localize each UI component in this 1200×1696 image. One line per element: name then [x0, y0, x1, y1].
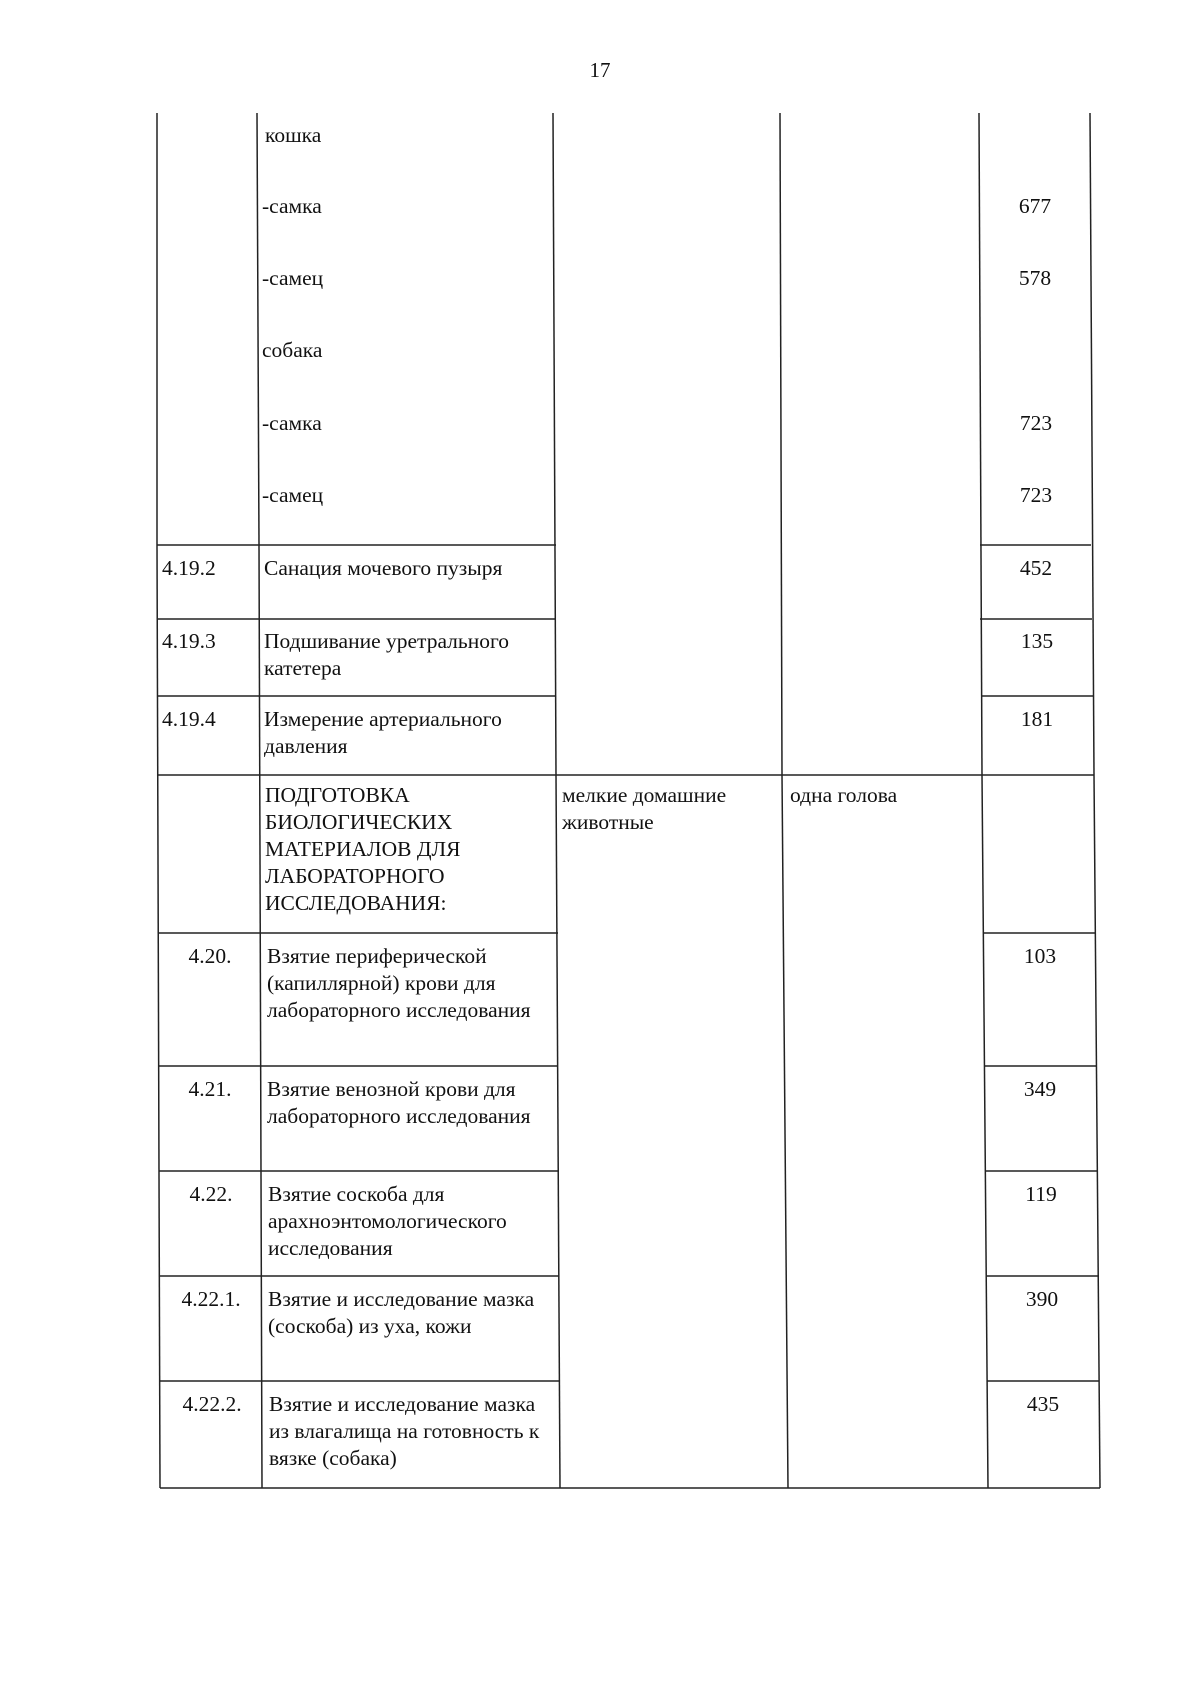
row-code: 4.19.3: [162, 629, 216, 653]
species-label: собака: [262, 338, 323, 362]
sex-label: -самка: [262, 194, 322, 218]
row-name: Подшивание уретрального катетера: [264, 629, 510, 680]
row-name: Измерение артериального давления: [264, 707, 502, 758]
price-value: 103: [1023, 944, 1057, 968]
row-name: Санация мочевого пузыря: [264, 556, 503, 580]
sex-label: -самка: [262, 411, 322, 435]
price-value: 677: [1018, 194, 1052, 218]
price-value: 723: [1019, 411, 1053, 435]
row-name: Взятие и исследование мазка (соскоба) из уха, кожи: [268, 1287, 535, 1338]
price-value: 435: [1026, 1392, 1060, 1416]
row-name: Взятие и исследование мазка из влагалища на готовность к вязке (собака): [269, 1392, 540, 1470]
price-value: 119: [1025, 1182, 1057, 1206]
row-name: Взятие периферической (капиллярной) крови для лабораторного исследования: [267, 944, 531, 1022]
price-value: 390: [1025, 1287, 1059, 1311]
row-code: 4.19.4: [162, 707, 216, 731]
section-title: ПОДГОТОВКА БИОЛОГИЧЕСКИХ МАТЕРИАЛОВ ДЛЯ ЛАБОРАТОРНОГО ИССЛЕДОВАНИЯ:: [265, 783, 461, 915]
species-label: кошка: [265, 123, 322, 147]
page-number: 17: [589, 58, 611, 82]
price-value: 723: [1019, 483, 1053, 507]
animal-type: мелкие домашние животные: [562, 783, 727, 834]
row-code: 4.22.1.: [181, 1287, 241, 1311]
sex-label: -самец: [262, 483, 324, 507]
price-value: 578: [1018, 266, 1052, 290]
row-name: Взятие соскоба для арахноэнтомологического исследования: [268, 1182, 507, 1260]
row-code: 4.19.2: [162, 556, 216, 580]
row-code: 4.21.: [188, 1077, 232, 1101]
unit-of-measure: одна голова: [790, 783, 898, 807]
price-value: 181: [1020, 707, 1054, 731]
row-name: Взятие венозной крови для лабораторного исследования: [267, 1077, 531, 1128]
price-value: 135: [1020, 629, 1054, 653]
sex-label: -самец: [262, 266, 324, 290]
row-code: 4.22.2.: [182, 1392, 242, 1416]
row-code: 4.22.: [189, 1182, 233, 1206]
price-value: 349: [1023, 1077, 1057, 1101]
price-value: 452: [1019, 556, 1053, 580]
row-code: 4.20.: [188, 944, 232, 968]
